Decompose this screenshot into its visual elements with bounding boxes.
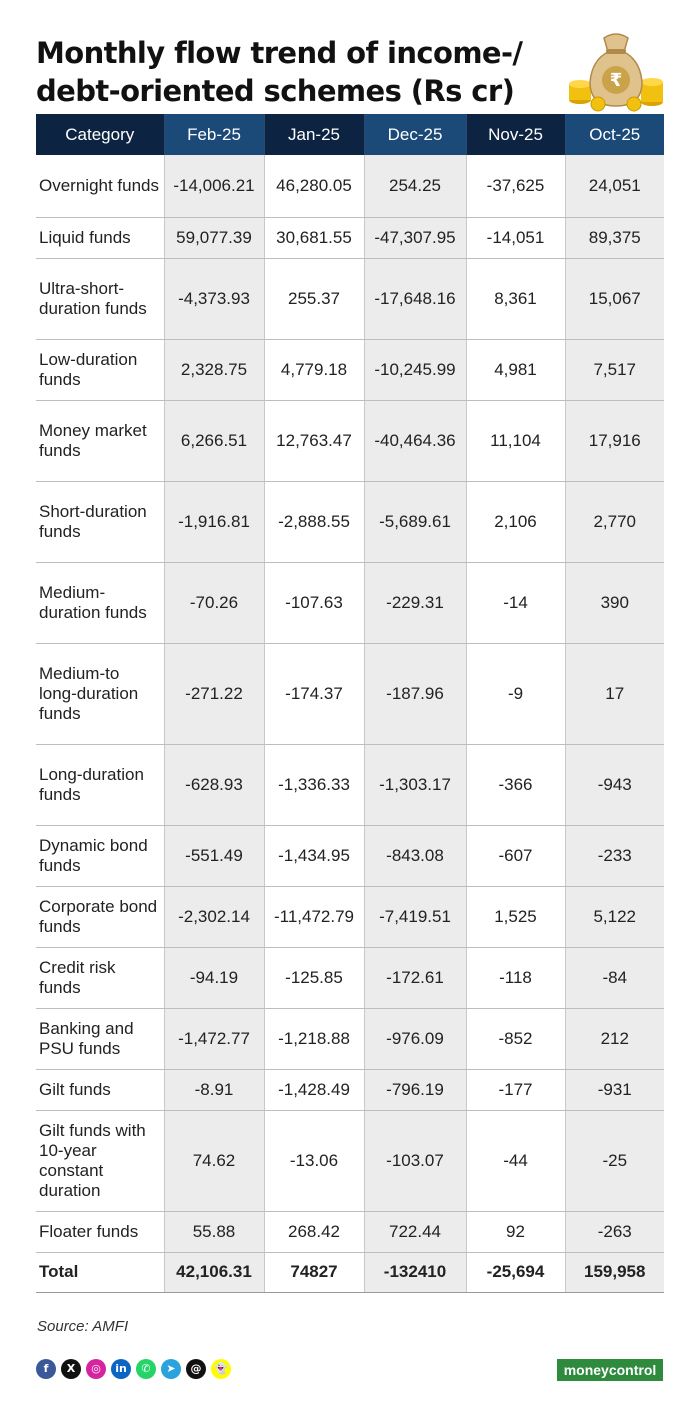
- value-cell: 254.25: [364, 155, 466, 217]
- value-cell: 2,106: [466, 481, 565, 562]
- snapchat-icon[interactable]: 👻: [211, 1359, 231, 1379]
- telegram-icon[interactable]: ➤: [161, 1359, 181, 1379]
- value-cell: -4,373.93: [164, 258, 264, 339]
- whatsapp-icon[interactable]: ✆: [136, 1359, 156, 1379]
- value-cell: 24,051: [565, 155, 664, 217]
- value-cell: 390: [565, 562, 664, 643]
- value-cell: -84: [565, 947, 664, 1008]
- value-cell: 17,916: [565, 400, 664, 481]
- value-cell: 4,981: [466, 339, 565, 400]
- value-cell: -25: [565, 1110, 664, 1211]
- value-cell: 1,525: [466, 886, 565, 947]
- category-cell: Gilt funds: [36, 1069, 164, 1110]
- table-row: [36, 481, 664, 562]
- value-cell: -976.09: [364, 1008, 466, 1069]
- category-cell: Low-duration funds: [36, 339, 164, 400]
- value-cell: -107.63: [264, 562, 364, 643]
- value-cell: -843.08: [364, 825, 466, 886]
- value-cell: -187.96: [364, 643, 466, 744]
- value-cell: 55.88: [164, 1211, 264, 1252]
- total-value-cell: -132410: [364, 1252, 466, 1292]
- value-cell: -44: [466, 1110, 565, 1211]
- value-cell: -1,428.49: [264, 1069, 364, 1110]
- table-row: [36, 339, 664, 400]
- column-header: Nov-25: [466, 114, 565, 155]
- value-cell: -1,916.81: [164, 481, 264, 562]
- value-cell: -37,625: [466, 155, 565, 217]
- value-cell: 5,122: [565, 886, 664, 947]
- table-row: [36, 258, 664, 339]
- table-row: [36, 1069, 664, 1110]
- category-cell: Ultra-short-duration funds: [36, 258, 164, 339]
- value-cell: -70.26: [164, 562, 264, 643]
- value-cell: -271.22: [164, 643, 264, 744]
- facebook-icon[interactable]: f: [36, 1359, 56, 1379]
- value-cell: -14: [466, 562, 565, 643]
- value-cell: 74.62: [164, 1110, 264, 1211]
- table-body: [36, 155, 664, 1292]
- category-cell: Gilt funds with 10-year constant duration: [36, 1110, 164, 1211]
- money-bag-icon: [566, 30, 666, 112]
- instagram-icon[interactable]: ◎: [86, 1359, 106, 1379]
- value-cell: -551.49: [164, 825, 264, 886]
- value-cell: -40,464.36: [364, 400, 466, 481]
- value-cell: -47,307.95: [364, 217, 466, 258]
- linkedin-icon[interactable]: in: [111, 1359, 131, 1379]
- category-cell: Corporate bond funds: [36, 886, 164, 947]
- column-header: Jan-25: [264, 114, 364, 155]
- value-cell: -174.37: [264, 643, 364, 744]
- x-icon[interactable]: X: [61, 1359, 81, 1379]
- value-cell: -233: [565, 825, 664, 886]
- table-row: [36, 155, 664, 217]
- table-row: [36, 1211, 664, 1252]
- value-cell: -229.31: [364, 562, 466, 643]
- value-cell: -103.07: [364, 1110, 466, 1211]
- category-cell: Long-duration funds: [36, 744, 164, 825]
- value-cell: -2,888.55: [264, 481, 364, 562]
- value-cell: -1,218.88: [264, 1008, 364, 1069]
- page-title: Monthly flow trend of income-/ debt-oriented schemes (Rs cr): [36, 36, 523, 108]
- total-value-cell: 74827: [264, 1252, 364, 1292]
- value-cell: 4,779.18: [264, 339, 364, 400]
- value-cell: -796.19: [364, 1069, 466, 1110]
- table-header-row: [36, 114, 664, 155]
- value-cell: 92: [466, 1211, 565, 1252]
- value-cell: 11,104: [466, 400, 565, 481]
- category-cell: Credit risk funds: [36, 947, 164, 1008]
- value-cell: -118: [466, 947, 565, 1008]
- table-row: [36, 217, 664, 258]
- value-cell: -943: [565, 744, 664, 825]
- value-cell: -177: [466, 1069, 565, 1110]
- total-value-cell: 42,106.31: [164, 1252, 264, 1292]
- value-cell: -7,419.51: [364, 886, 466, 947]
- table-row: [36, 947, 664, 1008]
- category-cell: Dynamic bond funds: [36, 825, 164, 886]
- value-cell: -8.91: [164, 1069, 264, 1110]
- value-cell: 212: [565, 1008, 664, 1069]
- table-row: [36, 744, 664, 825]
- value-cell: 46,280.05: [264, 155, 364, 217]
- value-cell: 17: [565, 643, 664, 744]
- value-cell: 89,375: [565, 217, 664, 258]
- value-cell: -11,472.79: [264, 886, 364, 947]
- column-header: Feb-25: [164, 114, 264, 155]
- column-header: Dec-25: [364, 114, 466, 155]
- value-cell: 7,517: [565, 339, 664, 400]
- category-cell: Overnight funds: [36, 155, 164, 217]
- value-cell: -1,434.95: [264, 825, 364, 886]
- value-cell: -17,648.16: [364, 258, 466, 339]
- table-row: [36, 1008, 664, 1069]
- total-label-cell: Total: [36, 1252, 164, 1292]
- value-cell: -14,006.21: [164, 155, 264, 217]
- brand-logo: moneycontrol: [557, 1359, 663, 1381]
- table-row: [36, 825, 664, 886]
- total-value-cell: -25,694: [466, 1252, 565, 1292]
- value-cell: -13.06: [264, 1110, 364, 1211]
- value-cell: -1,303.17: [364, 744, 466, 825]
- svg-text:₹: ₹: [609, 70, 623, 91]
- value-cell: -14,051: [466, 217, 565, 258]
- value-cell: -5,689.61: [364, 481, 466, 562]
- social-share-bar: [36, 1359, 231, 1379]
- flow-table: [36, 114, 664, 1293]
- category-cell: Money market funds: [36, 400, 164, 481]
- category-cell: Liquid funds: [36, 217, 164, 258]
- threads-icon[interactable]: @: [186, 1359, 206, 1379]
- value-cell: 268.42: [264, 1211, 364, 1252]
- value-cell: -172.61: [364, 947, 466, 1008]
- category-cell: Banking and PSU funds: [36, 1008, 164, 1069]
- value-cell: 6,266.51: [164, 400, 264, 481]
- value-cell: -2,302.14: [164, 886, 264, 947]
- value-cell: -94.19: [164, 947, 264, 1008]
- table-row: [36, 643, 664, 744]
- source-note: Source: AMFI: [37, 1318, 129, 1335]
- table-row: [36, 400, 664, 481]
- value-cell: -9: [466, 643, 565, 744]
- value-cell: -10,245.99: [364, 339, 466, 400]
- value-cell: 2,328.75: [164, 339, 264, 400]
- total-value-cell: 159,958: [565, 1252, 664, 1292]
- category-cell: Medium-duration funds: [36, 562, 164, 643]
- value-cell: 255.37: [264, 258, 364, 339]
- value-cell: -125.85: [264, 947, 364, 1008]
- table-row: [36, 886, 664, 947]
- value-cell: -1,472.77: [164, 1008, 264, 1069]
- value-cell: -607: [466, 825, 565, 886]
- value-cell: 2,770: [565, 481, 664, 562]
- value-cell: -1,336.33: [264, 744, 364, 825]
- value-cell: -366: [466, 744, 565, 825]
- category-cell: Floater funds: [36, 1211, 164, 1252]
- value-cell: -628.93: [164, 744, 264, 825]
- column-header: Category: [36, 114, 164, 155]
- value-cell: -931: [565, 1069, 664, 1110]
- value-cell: 8,361: [466, 258, 565, 339]
- value-cell: 12,763.47: [264, 400, 364, 481]
- category-cell: Medium-to long-duration funds: [36, 643, 164, 744]
- value-cell: 15,067: [565, 258, 664, 339]
- value-cell: 722.44: [364, 1211, 466, 1252]
- table-row: [36, 1110, 664, 1211]
- column-header: Oct-25: [565, 114, 664, 155]
- value-cell: -852: [466, 1008, 565, 1069]
- category-cell: Short-duration funds: [36, 481, 164, 562]
- value-cell: 59,077.39: [164, 217, 264, 258]
- value-cell: 30,681.55: [264, 217, 364, 258]
- total-row: [36, 1252, 664, 1292]
- table-row: [36, 562, 664, 643]
- value-cell: -263: [565, 1211, 664, 1252]
